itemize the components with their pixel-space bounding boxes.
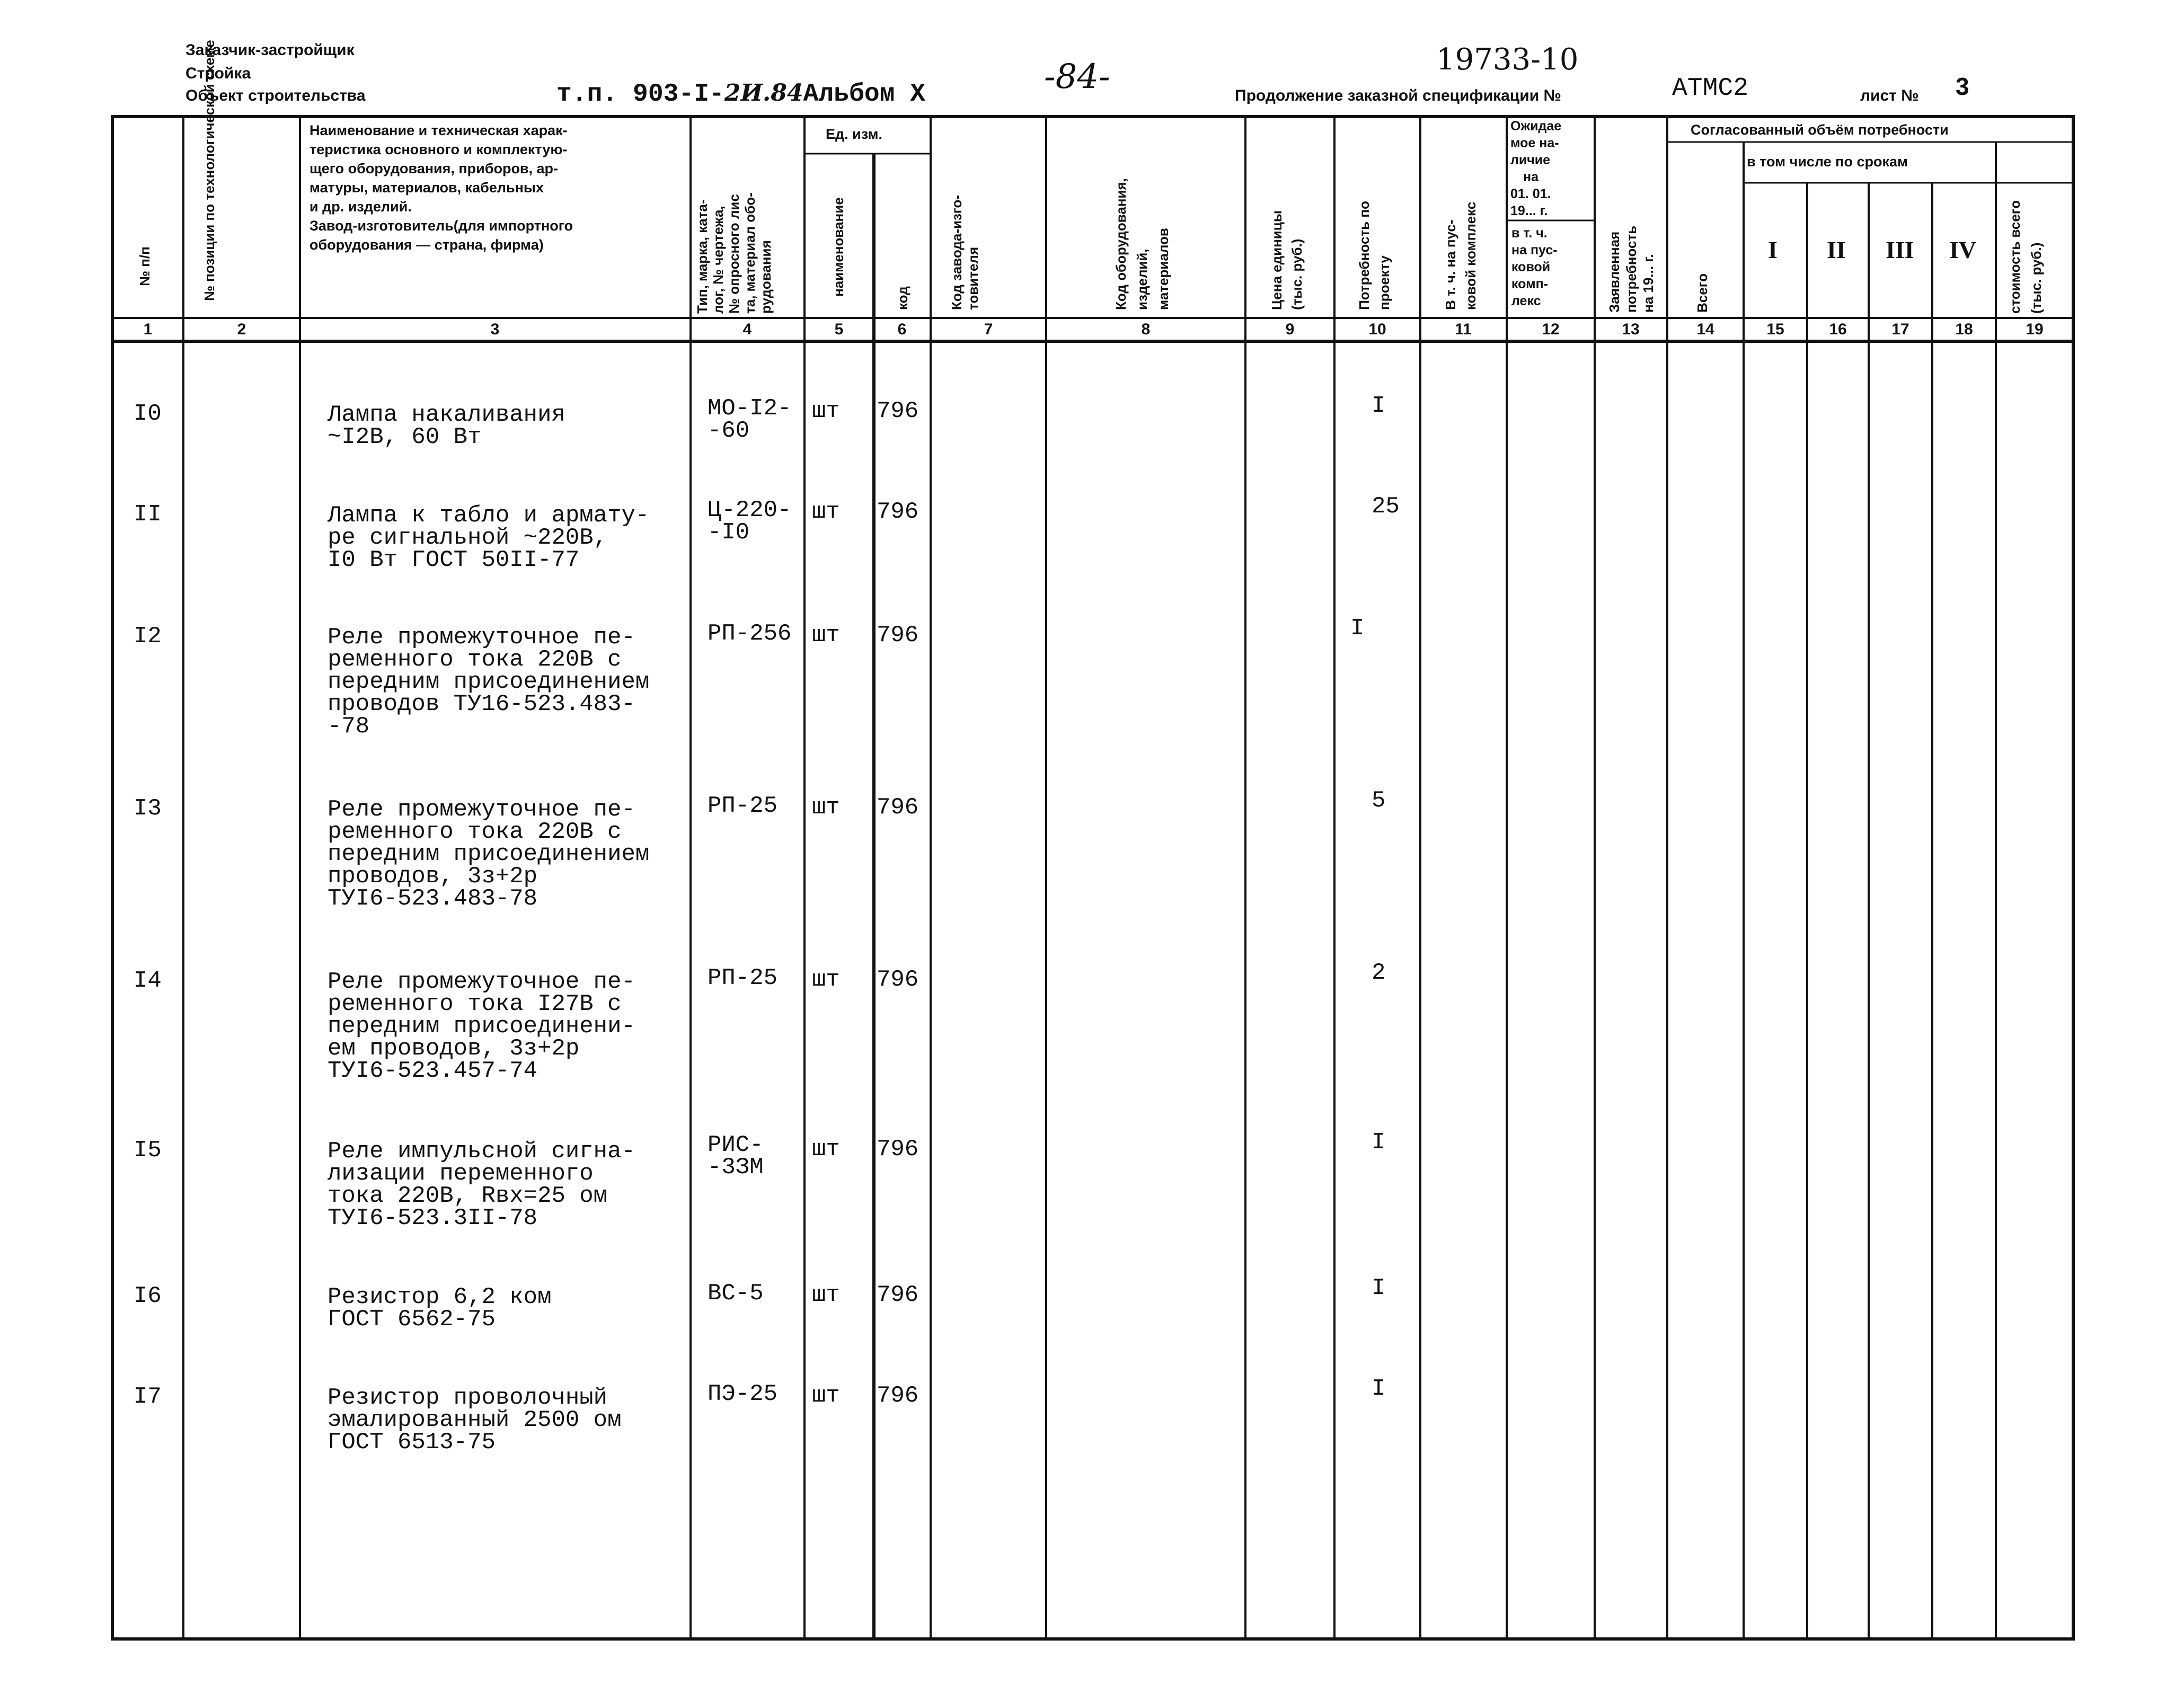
item-name-line: передним присоединени- <box>328 1013 635 1040</box>
row-number: I2 <box>134 623 162 650</box>
item-name <box>328 1286 551 1331</box>
column-number: 9 <box>1285 321 1295 338</box>
header-col-12a-line: личие <box>1510 153 1551 167</box>
item-name-line: ременного тока 220В с <box>328 819 622 845</box>
item-name-line: ГОСТ 6562-75 <box>328 1306 496 1333</box>
item-type <box>708 623 791 645</box>
column-number: 16 <box>1829 321 1847 338</box>
site-label: Стройка <box>185 65 251 82</box>
header-col-3-line: оборудования — страна, фирма) <box>310 237 544 253</box>
item-name <box>328 971 635 1082</box>
item-type-line: РП-25 <box>708 965 778 991</box>
unit-code: 796 <box>877 1136 919 1163</box>
column-number: 18 <box>1955 321 1973 338</box>
unit-code: 796 <box>877 622 919 649</box>
header-col-2: № позиции по технологической схеме <box>201 40 217 301</box>
header-col-18: IV <box>1949 236 1977 263</box>
column-number: 2 <box>237 321 246 338</box>
item-name-line: эмалированный 2500 ом <box>328 1407 622 1433</box>
header-col-8-line: Код оборудования, <box>1113 178 1129 310</box>
column-number: 5 <box>834 321 844 338</box>
unit-name: шт <box>812 1382 840 1409</box>
unit-name: шт <box>812 1282 840 1308</box>
item-name <box>328 504 649 571</box>
project-quantity: I <box>1372 393 1386 419</box>
object-label: Объект строительства <box>185 87 366 104</box>
unit-name: шт <box>812 794 840 821</box>
item-name-line: ременного тока 220В с <box>328 646 622 673</box>
item-name-line: ТУI6-523.483-78 <box>328 885 538 912</box>
item-name-line: -78 <box>328 713 370 740</box>
item-name-line: Лампа к табло и армату- <box>328 502 650 529</box>
item-name-line: Реле импульсной сигна- <box>328 1138 635 1165</box>
column-number: 6 <box>897 321 907 338</box>
row-number: I6 <box>134 1283 162 1309</box>
project-quantity: I <box>1350 615 1365 642</box>
column-number: 17 <box>1891 321 1909 338</box>
item-name <box>328 1140 635 1229</box>
header-col-12a-line: мое на- <box>1510 136 1559 150</box>
column-number: 13 <box>1622 321 1640 338</box>
column-number: 19 <box>2026 321 2044 338</box>
header-col-12b-line: комп- <box>1511 277 1549 291</box>
item-name <box>328 404 565 448</box>
header-col-19-line: стоимость всего <box>2007 200 2023 314</box>
item-type-line: РП-256 <box>708 621 792 647</box>
unit-code: 796 <box>877 1382 919 1409</box>
unit-name: шт <box>812 967 840 993</box>
project-ref-print: т.п. 903-I- <box>556 80 724 109</box>
item-name <box>328 626 649 738</box>
item-type <box>708 1132 764 1181</box>
item-name-line: ем проводов, 3з+2р <box>328 1035 580 1062</box>
header-col-10-line: Потребность по <box>1356 201 1372 310</box>
row-number: I7 <box>134 1384 162 1410</box>
unit-code: 796 <box>877 398 919 424</box>
header-col-13-line: Заявленная <box>1606 231 1622 313</box>
item-name-line: проводов ТУ16-523.483- <box>328 691 635 717</box>
header-col-3-line: Наименование и техническая харак- <box>310 122 568 138</box>
column-number: 10 <box>1368 321 1386 338</box>
item-type-line: РП-25 <box>708 793 778 819</box>
header-terms-group: в том числе по срокам <box>1747 154 1908 170</box>
header-col-17: III <box>1886 236 1914 263</box>
item-name-line: Реле промежуточное пе- <box>328 969 635 995</box>
header-col-3-line: теристика основного и комплектую- <box>310 141 568 157</box>
header-col-3-line: и др. изделий. <box>310 199 412 215</box>
header-col-3-line: Завод-изготовитель(для импортного <box>310 218 573 234</box>
header-col-3-line: матуры, материалов, кабельных <box>310 180 544 196</box>
item-name-line: ТУI6-523.457-74 <box>328 1058 538 1084</box>
item-name-line: Реле промежуточное пе- <box>328 796 635 823</box>
item-name-line: ГОСТ 6513-75 <box>328 1429 496 1456</box>
row-number: I3 <box>134 795 162 822</box>
header-col-5: наименование <box>830 197 846 297</box>
header-col-14: Всего <box>1694 273 1710 313</box>
header-col-13 <box>1606 226 1657 313</box>
header-col-12a-line: Ожидае <box>1510 119 1562 134</box>
header-col-12a-line: 01. 01. <box>1510 187 1551 201</box>
item-type-line: ВС-5 <box>708 1280 764 1307</box>
page-mark: -84- <box>1044 57 1110 96</box>
header-col-7-line: Код завода-изго- <box>949 195 965 310</box>
sheet-number: 3 <box>1956 73 1969 100</box>
row-number: I0 <box>134 401 162 427</box>
item-name-line: тока 220В, Rвх=25 ом <box>328 1183 608 1209</box>
header-col-7 <box>949 195 982 310</box>
header-col-6: код <box>895 286 910 310</box>
header-col-8 <box>1110 178 1174 310</box>
header-col-4-line: лог, № чертежа, <box>710 206 726 314</box>
item-name <box>328 796 650 912</box>
unit-name: шт <box>812 1136 840 1163</box>
item-type-line: -I0 <box>708 519 750 546</box>
header-col-12a-line: 19... г. <box>1510 203 1548 218</box>
column-number: 1 <box>143 321 153 338</box>
header-col-9-line: (тыс. руб.) <box>1289 238 1305 310</box>
unit-code: 796 <box>877 499 919 525</box>
header-agreed-group: Согласованный объём потребности <box>1691 122 1949 138</box>
project-quantity: I <box>1372 1129 1386 1156</box>
header-col-16: II <box>1827 236 1846 263</box>
header-col-11-line: ковой комплекс <box>1463 201 1479 310</box>
customer-label: Заказчик-застройщик <box>185 41 355 59</box>
header-col-4-line: Тип, марка, ката- <box>694 199 710 314</box>
item-type <box>708 1282 764 1305</box>
item-name-line: ТУI6-523.3II-78 <box>328 1205 538 1231</box>
album-label: Альбом X <box>803 80 926 109</box>
project-quantity: 25 <box>1372 493 1400 520</box>
header-col-15: I <box>1768 236 1778 263</box>
doc-code: 19733-10 <box>1436 42 1579 77</box>
item-name-line: передним присоединением <box>328 841 650 867</box>
item-name-line: лизации переменного <box>328 1160 594 1187</box>
item-type-line: ПЭ-25 <box>708 1381 778 1407</box>
header-col-12b-line: в т. ч. <box>1511 226 1548 241</box>
column-number: 7 <box>984 321 993 338</box>
header-col-10 <box>1354 201 1394 310</box>
item-name-line: I0 Вт ГОСТ 50II-77 <box>328 547 580 573</box>
item-type-line: Ц-220- <box>708 497 792 524</box>
item-name-line: ре сигнальной ~220В, <box>328 525 608 551</box>
row-number: II <box>134 501 162 528</box>
header-col-12a <box>1510 118 1561 219</box>
project-quantity: I <box>1372 1376 1386 1402</box>
header-col-7-line: товителя <box>965 246 981 310</box>
header-col-13-line: потребность <box>1623 225 1639 313</box>
column-number: 4 <box>742 321 752 338</box>
header-col-19-line: (тыс. руб.) <box>2028 242 2044 314</box>
item-type <box>708 397 791 442</box>
header-col-8-line: изделий, <box>1134 249 1150 310</box>
header-col-19 <box>2004 200 2047 314</box>
spec-number: АТМС2 <box>1672 74 1749 103</box>
header-col-13-line: на 19... г. <box>1640 254 1656 313</box>
item-name-line: ременного тока I27В с <box>328 991 622 1017</box>
item-name-line: ~I2В, 60 Вт <box>328 424 482 450</box>
unit-code: 796 <box>877 794 919 821</box>
item-type <box>708 499 791 544</box>
item-type-line: -3ЗМ <box>708 1154 764 1181</box>
column-number: 14 <box>1696 321 1714 338</box>
header-col-12b <box>1511 225 1558 309</box>
header-col-1: № п/п <box>137 246 153 286</box>
header-col-9 <box>1267 210 1307 310</box>
column-number: 12 <box>1542 321 1560 338</box>
item-name <box>328 1385 622 1456</box>
header-col-3-line: щего оборудования, приборов, ар- <box>310 161 559 176</box>
header-col-12b-line: лекс <box>1511 294 1541 308</box>
header-col-11 <box>1440 202 1481 310</box>
header-col-3 <box>310 121 573 254</box>
column-number: 3 <box>490 321 500 338</box>
item-type-line: РИС- <box>708 1132 764 1158</box>
unit-name: шт <box>812 398 840 424</box>
item-type <box>708 1383 777 1405</box>
header-col-4-line: та, материал обо- <box>742 192 758 314</box>
project-quantity: I <box>1372 1275 1386 1301</box>
header-unit-group: Ед. изм. <box>826 126 882 142</box>
sheet-label: лист № <box>1860 87 1919 104</box>
header-col-12b-line: ковой <box>1511 260 1551 274</box>
header-col-4-line: № опросного лис <box>726 194 742 314</box>
item-type <box>708 967 777 989</box>
item-name-line: передним присоединением <box>328 669 650 695</box>
unit-name: шт <box>812 622 840 649</box>
unit-code: 796 <box>877 967 919 993</box>
item-name-line: Резистор проволочный <box>328 1385 608 1411</box>
unit-name: шт <box>812 499 840 525</box>
column-number: 11 <box>1455 321 1472 338</box>
column-number: 15 <box>1766 321 1784 338</box>
unit-code: 796 <box>877 1282 919 1308</box>
item-name-line: Резистор 6,2 ком <box>328 1284 552 1310</box>
item-name-line: проводов, 3з+2р <box>328 863 538 890</box>
item-type <box>708 795 777 817</box>
project-quantity: 2 <box>1372 960 1386 986</box>
header-col-8-line: материалов <box>1155 228 1171 310</box>
row-number: I5 <box>134 1137 162 1164</box>
item-type-line: МО-I2- <box>708 395 792 422</box>
item-type-line: -60 <box>708 418 750 444</box>
project-ref-handwritten: 2И.84 <box>724 79 803 107</box>
item-name-line: Лампа накаливания <box>328 402 565 428</box>
header-col-9-line: Цена единицы <box>1269 210 1285 310</box>
header-col-10-line: проекту <box>1376 255 1392 310</box>
project-quantity: 5 <box>1372 787 1386 814</box>
row-number: I4 <box>134 968 162 994</box>
continuation-label: Продолжение заказной спецификации № <box>1235 87 1561 104</box>
header-col-12b-line: на пус- <box>1511 243 1558 258</box>
item-name-line: Реле промежуточное пе- <box>328 624 635 651</box>
column-number: 8 <box>1141 321 1151 338</box>
header-col-4-line: рудования <box>758 240 774 314</box>
header-col-11-line: В т. ч. на пус- <box>1443 219 1458 310</box>
header-col-12a-line: на <box>1523 170 1539 184</box>
header-col-4 <box>694 192 774 314</box>
